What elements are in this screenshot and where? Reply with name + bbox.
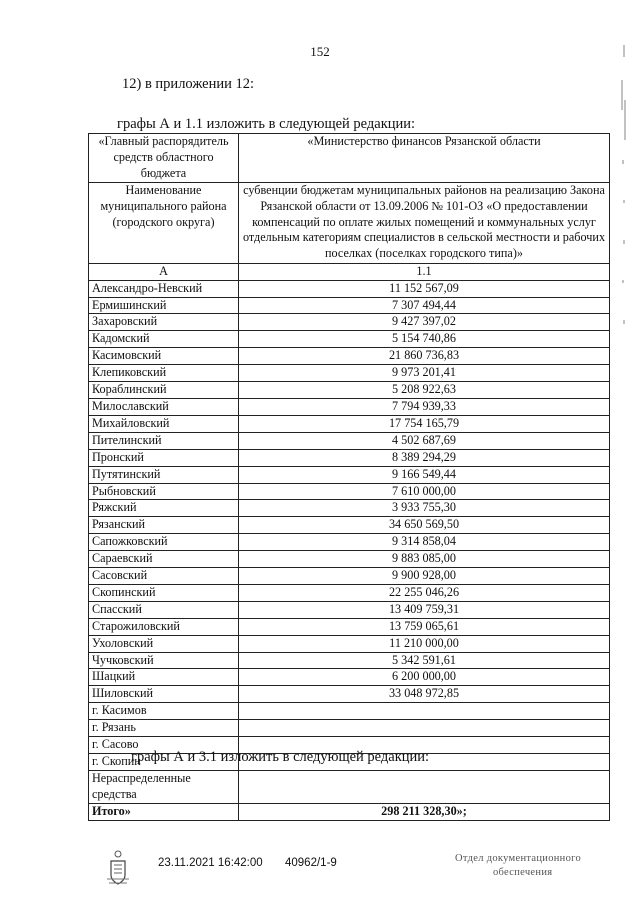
subvention-amount: 5 208 922,63 — [239, 382, 610, 399]
municipality-name: Рыбновский — [89, 483, 239, 500]
subvention-amount: 4 502 687,69 — [239, 432, 610, 449]
municipality-name: Нераспределенные средства — [89, 770, 239, 803]
municipality-name: Пронский — [89, 449, 239, 466]
total-amount: 298 211 328,30»; — [239, 803, 610, 820]
subvention-amount: 22 255 046,26 — [239, 584, 610, 601]
municipality-name: Сапожковский — [89, 534, 239, 551]
municipality-name: Сасовский — [89, 568, 239, 585]
municipality-name: Сараевский — [89, 551, 239, 568]
municipality-name: Ухоловский — [89, 635, 239, 652]
subvention-amount: 7 307 494,44 — [239, 297, 610, 314]
municipality-name: Александро-Невский — [89, 280, 239, 297]
table-row — [89, 652, 610, 669]
subvention-amount: 9 427 397,02 — [239, 314, 610, 331]
table-row — [89, 635, 610, 652]
table-row — [89, 382, 610, 399]
table-total-row — [89, 803, 610, 820]
subvention-amount: 9 166 549,44 — [239, 466, 610, 483]
municipality-name: Рязанский — [89, 517, 239, 534]
subvention-amount: 9 883 085,00 — [239, 551, 610, 568]
table-row — [89, 297, 610, 314]
table-row — [89, 466, 610, 483]
table-row — [89, 517, 610, 534]
table-column-index-row — [89, 263, 610, 280]
scan-margin-marks — [618, 40, 632, 340]
header-ministry-name: «Министерство финансов Рязанской области — [239, 134, 610, 183]
subvention-amount — [239, 720, 610, 737]
municipality-name: Чучковский — [89, 652, 239, 669]
municipality-name: г. Сасово — [89, 737, 239, 754]
subvention-amount: 34 650 569,50 — [239, 517, 610, 534]
subvention-amount: 6 200 000,00 — [239, 669, 610, 686]
table-row — [89, 331, 610, 348]
table-row — [89, 432, 610, 449]
municipality-name: г. Касимов — [89, 703, 239, 720]
page-number: 152 — [310, 44, 330, 59]
municipality-name: Старожиловский — [89, 618, 239, 635]
table-row — [89, 770, 610, 803]
subvention-amount: 9 900 928,00 — [239, 568, 610, 585]
table-row — [89, 415, 610, 432]
municipality-name: Ермишинский — [89, 297, 239, 314]
table-row — [89, 601, 610, 618]
header-municipality-label: Наименование муниципального района (городского округа) — [89, 182, 239, 263]
table-row — [89, 568, 610, 585]
subvention-amount — [239, 770, 610, 803]
municipality-name: Милославский — [89, 398, 239, 415]
amendment-item-heading: 12) в приложении 12: — [122, 76, 255, 92]
table-row — [89, 618, 610, 635]
municipality-name: Касимовский — [89, 348, 239, 365]
subvention-amount: 5 342 591,61 — [239, 652, 610, 669]
subvention-amount — [239, 703, 610, 720]
municipality-name: Шиловский — [89, 686, 239, 703]
municipality-name: Захаровский — [89, 314, 239, 331]
municipality-name: г. Скопин — [89, 754, 239, 771]
table-row — [89, 669, 610, 686]
municipality-name: Ряжский — [89, 500, 239, 517]
table-row — [89, 720, 610, 737]
municipality-name: Шацкий — [89, 669, 239, 686]
subvention-amount: 9 973 201,41 — [239, 365, 610, 382]
subvention-table — [88, 133, 610, 821]
subvention-amount: 21 860 736,83 — [239, 348, 610, 365]
column-1-1-index: 1.1 — [239, 263, 610, 280]
footer-document-number: 40962/1-9 — [285, 857, 337, 869]
table-header-row-2 — [89, 182, 610, 263]
subvention-amount: 13 409 759,31 — [239, 601, 610, 618]
column-a-index: А — [89, 263, 239, 280]
table-header-row-1 — [89, 134, 610, 183]
subvention-amount: 11 210 000,00 — [239, 635, 610, 652]
department-stamp-line-1: Отдел документационного — [455, 853, 582, 864]
municipality-name: Клепиковский — [89, 365, 239, 382]
table-row — [89, 703, 610, 720]
municipality-name: г. Рязань — [89, 720, 239, 737]
subvention-amount: 11 152 567,09 — [239, 280, 610, 297]
municipality-name: Путятинский — [89, 466, 239, 483]
table-row — [89, 584, 610, 601]
table-row — [89, 686, 610, 703]
table-row — [89, 280, 610, 297]
next-columns-instruction: графы А и 3.1 изложить в следующей редакции: — [131, 749, 430, 765]
table-row — [89, 398, 610, 415]
subvention-amount: 7 610 000,00 — [239, 483, 610, 500]
municipality-name: Пителинский — [89, 432, 239, 449]
municipality-name: Спасский — [89, 601, 239, 618]
subvention-amount: 7 794 939,33 — [239, 398, 610, 415]
table-row — [89, 483, 610, 500]
table-row — [89, 449, 610, 466]
table-row — [89, 348, 610, 365]
subvention-amount: 3 933 755,30 — [239, 500, 610, 517]
municipality-name: Кораблинский — [89, 382, 239, 399]
subvention-amount: 8 389 294,29 — [239, 449, 610, 466]
total-label: Итого» — [89, 803, 239, 820]
municipality-name: Михайловский — [89, 415, 239, 432]
table-row — [89, 500, 610, 517]
subvention-amount: 5 154 740,86 — [239, 331, 610, 348]
footer-datetime: 23.11.2021 16:42:00 — [158, 857, 263, 869]
subvention-amount: 33 048 972,85 — [239, 686, 610, 703]
coat-of-arms-icon — [103, 849, 133, 889]
department-stamp-line-2: обеспечения — [493, 867, 553, 878]
table-row — [89, 551, 610, 568]
columns-instruction: графы А и 1.1 изложить в следующей редакции: — [117, 116, 416, 132]
header-subvention-description: субвенции бюджетам муниципальных районов на реализацию Закона Рязанской области от 13.09.2006 № 101-ОЗ «О предоставлении компенсаций по оплате жилых помещений и коммунальных услуг отдельным категориям специалистов в сельской местности и рабочих поселках (поселках городского типа)» — [239, 182, 610, 263]
municipality-name: Кадомский — [89, 331, 239, 348]
municipality-name: Скопинский — [89, 584, 239, 601]
table-row — [89, 314, 610, 331]
table-row — [89, 365, 610, 382]
header-main-administrator-label: «Главный распорядитель средств областного бюджета — [89, 134, 239, 183]
table-row — [89, 534, 610, 551]
subvention-amount: 9 314 858,04 — [239, 534, 610, 551]
subvention-amount: 13 759 065,61 — [239, 618, 610, 635]
subvention-amount: 17 754 165,79 — [239, 415, 610, 432]
